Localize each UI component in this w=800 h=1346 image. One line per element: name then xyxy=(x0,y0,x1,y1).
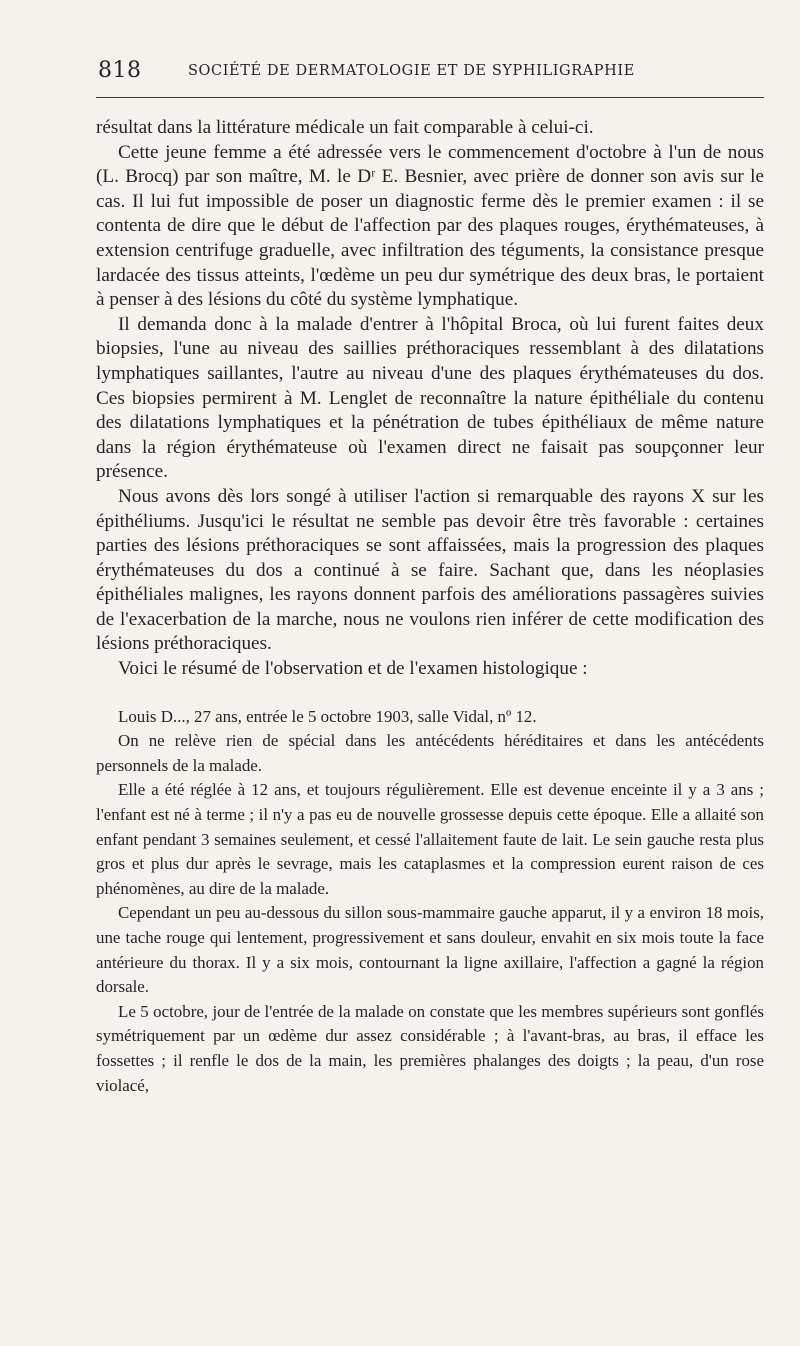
running-head xyxy=(96,52,766,86)
observation-admission: Le 5 octobre, jour de l'entrée de la malade on constate que les membres supérieurs sont gonflés symétriquement par un œdème dur assez considérable ; à l'avant-bras, au bras, il efface les fossettes ; il renfle le dos de la main, les premières phalanges des doigts ; la peau, d'un rose violacé, xyxy=(96,1001,764,1095)
page-number: 818 xyxy=(98,58,142,83)
observation-onset: Cependant un peu au-dessous du sillon sous-mammaire gauche apparut, il y a environ 18 mois, une tache rouge qui lentement, progressivement et sans douleur, envahit en six mois toute la face antérieure du thorax. Il y a six mois, contournant la ligne axillaire, l'affection a gagné la région dorsale. xyxy=(96,903,764,997)
paragraph-rayons-x: Nous avons dès lors songé à utiliser l'action si remarquable des rayons X sur les épithéliums. Jusqu'ici le résultat ne semble pas devoir être très favorable : certaines parties des lésions préthoraciques se sont affaissées, mais la progression des plaques érythémateuses du dos a continué à se faire. Sachant que, dans les néoplasies épithéliales malignes, les rayons donnent parfois des améliorations passagères suivies de l'exacerbation de la marche, nous ne voulons rien inférer de cette modification des lésions préthoraciques. xyxy=(96,485,764,655)
running-title: SOCIÉTÉ DE DERMATOLOGIE ET DE SYPHILIGRAPHIE xyxy=(188,63,635,79)
book-page xyxy=(96,52,766,1095)
paragraph-continuation: résultat dans la littérature médicale un fait comparable à celui-ci. xyxy=(96,117,594,138)
paragraph-case-intro: Cette jeune femme a été adressée vers le commencement d'octobre à l'un de nous (L. Brocq) par son maître, M. le Dʳ E. Besnier, avec prière de donner son avis sur le cas. Il lui fut impossible de poser un diagnostic ferme dès le premier examen : il se contenta de dire que le début de l'affection par des plaques rouges, érythémateuses, à extension centrifuge graduelle, avec infiltration des téguments, la consistance presque lardacée des tissus atteints, l'œdème un peu dur symétrique des deux bras, le portaient à penser à des lésions du côté du système lymphatique. xyxy=(96,141,764,311)
observation-antecedents: On ne relève rien de spécial dans les antécédents héréditaires et dans les antécédents personnels de la malade. xyxy=(96,731,764,775)
observation-text xyxy=(96,705,764,1099)
body-text xyxy=(96,116,764,1098)
observation-patient-line: Louis D..., 27 ans, entrée le 5 octobre 1903, salle Vidal, nº 12. xyxy=(118,706,537,726)
main-text xyxy=(96,116,764,682)
header-rule xyxy=(96,97,764,98)
observation-history: Elle a été réglée à 12 ans, et toujours régulièrement. Elle est devenue enceinte il y a 3 ans ; l'enfant est né à terme ; il n'y a pas eu de nouvelle grossesse depuis cette époque. Elle a allaité son enfant pendant 3 semaines seulement, et cessé l'allaitement faute de lait. Le sein gauche resta plus gros et plus dur après le sevrage, mais les cataplasmes et la compression eurent raison de ces phénomènes, au dire de la malade. xyxy=(96,780,764,898)
paragraph-resume-intro: Voici le résumé de l'observation et de l'examen histologique : xyxy=(118,658,588,680)
paragraph-biopsies: Il demanda donc à la malade d'entrer à l'hôpital Broca, où lui furent faites deux biopsies, l'une au niveau des saillies préthoraciques ressemblant à des dilatations lymphatiques saillantes, l'autre au niveau d'une des plaques érythémateuses du dos. Ces biopsies permirent à M. Lenglet de reconnaître la nature épithéliale du contenu des dilatations lymphatiques et la pénétration de tubes épithéliaux de même nature dans la région érythémateuse où l'examen direct ne faisait pas soupçonner leur présence. xyxy=(96,313,764,483)
